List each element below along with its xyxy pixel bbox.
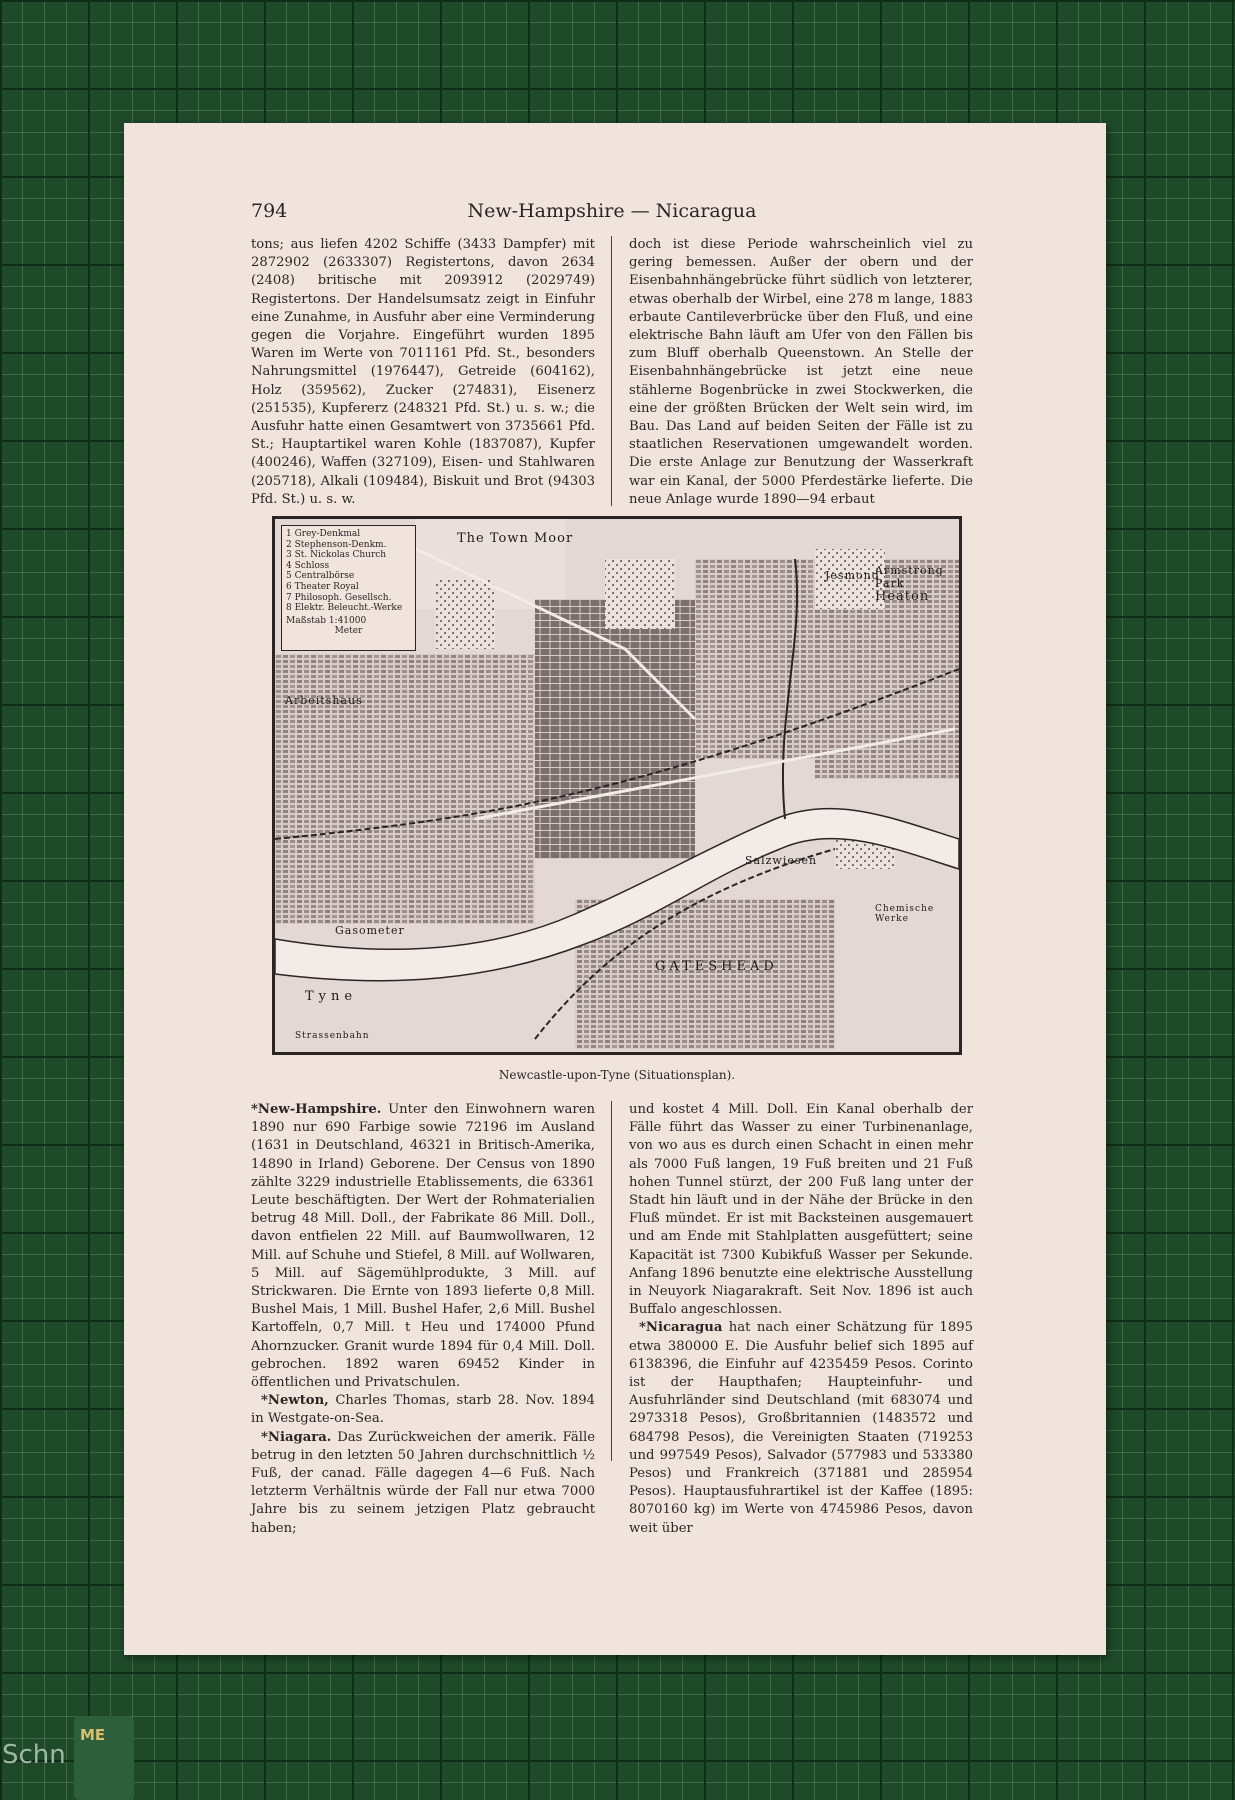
document-page — [124, 123, 1106, 1655]
entry-heading: *Niagara. — [261, 1429, 332, 1445]
map-legend — [281, 525, 416, 651]
map-label-strassenbahn: Strassenbahn — [295, 1031, 370, 1041]
entry-text: und kostet 4 Mill. Doll. Ein Kanal oberhalb der Fälle führt das Wasser zu einer Turbinenanlage, von wo aus es durch einen Schacht in einen mehr als 7000 Fuß langen, 19 Fuß breiten und 21 Fuß hohen Tunnel stürzt, der 200 Fuß lang unter der Stadt hin läuft und in der Nähe der Brücke in den Fluß mündet. Er ist mit Backsteinen ausgemauert und am Ende mit Stahlplatten ausgefüttert; seine Kapacität ist 7300 Kubikfuß Wasser per Sekunde. Anfang 1896 benutzte eine elektrische Ausstellung in Neuyork Niagarakraft. Seit Nov. 1896 ist auch Buffalo angeschlossen. — [629, 1102, 973, 1318]
legend-item: 8 Elektr. Beleucht.-Werke — [286, 603, 403, 614]
legend-scale-unit: Meter — [334, 626, 363, 637]
entry-text: Unter den Einwohnern waren 1890 nur 690 Farbige sowie 72196 im Ausland (1631 in Deutschland, 46321 in Britisch-Amerika, 14890 in Irland) Geborene. Der Census von 1890 zählte 3229 industrielle Etablissements, die 63361 Leute beschäftigten. Der Wert der Rohmaterialien betrug 48 Mill. Doll., der Fabrikate 86 Mill. Doll., davon entfielen 22 Mill. auf Baumwollwaren, 12 Mill. auf Schuhe und Stiefel, 8 Mill. auf Wollwaren, 5 Mill. auf Sägemühlprodukte, 3 Mill. auf Strickwaren. Die Ernte von 1893 lieferte 0,8 Mill. Bushel Mais, 1 Mill. Bushel Hafer, 2,6 Mill. Bushel Kartoffeln, 0,7 Mill. t Heu und 174000 Pfund Ahornzucker. Granit wurde 1894 für 0,4 Mill. Doll. gebrochen. 1892 waren 69452 Kinder in öffentlichen und Privatschulen. — [251, 1102, 595, 1391]
entry-heading: *Nicaragua — [639, 1320, 723, 1336]
column-divider — [611, 236, 612, 506]
entry-text: hat nach einer Schätzung für 1895 etwa 380000 E. Die Ausfuhr belief sich 1895 auf 6138396, die Einfuhr auf 4235459 Pesos. Corinto ist der Haupthafen; Haupteinfuhr- und Ausfuhrländer sind Deutschland (mit 683074 und 2973318 Pesos), Großbritannien (1483572 und 684798 Pesos), die Vereinigten Staaten (719253 und 997549 Pesos), Salvador (577983 und 533380 Pesos) und Frankreich (371881 und 285954 Pesos). Hauptausfuhrartikel ist der Kaffee (1895: 8070160 kg) im Werte von 4745986 Pesos, davon weit über — [629, 1320, 973, 1536]
cutting-mat-brand-text: Schn — [2, 1740, 66, 1770]
column-2-bottom — [629, 1101, 973, 1538]
entry-new-hampshire — [251, 1101, 595, 1392]
map-label-gasometer: Gasometer — [335, 924, 405, 937]
column-divider — [611, 1101, 612, 1461]
map-label-salzwiesen: Salzwiesen — [745, 854, 818, 867]
legend-item: 2 Stephenson-Denkm. — [286, 539, 387, 550]
entry-heading: *New-Hampshire. — [251, 1102, 382, 1117]
legend-item: 4 Schloss — [286, 560, 330, 571]
entry-niagara — [251, 1429, 595, 1538]
column-1-bottom — [251, 1101, 595, 1538]
city-map — [272, 516, 962, 1055]
column-1-top — [251, 236, 595, 509]
page-header — [251, 200, 973, 230]
paragraph: tons; aus liefen 4202 Schiffe (3433 Dampfer) mit 2872902 (2633307) Registertons, davon 2634 (2408) britische mit 2093912 (2029749) Registertons. Der Handelsumsatz zeigt in Einfuhr eine Zunahme, in Ausfuhr aber eine Verminderung gegen die Vorjahre. Eingeführt wurden 1895 Waren im Werte von 7011161 Pfd. St., besonders Nahrungsmittel (1976447), Getreide (604162), Holz (359562), Zucker (274831), Eisenerz (251535), Kupfererz (248321 Pfd. St.) u. s. w.; die Ausfuhr hatte einen Gesamtwert von 3735661 Pfd. St.; Hauptartikel waren Kohle (1837087), Kupfer (400246), Waffen (327109), Eisen- und Stahlwaren (205718), Alkali (109484), Biskuit und Brot (94303 Pfd. St.) u. s. w. — [251, 237, 595, 507]
map-label-jesmond: Jesmond — [825, 569, 880, 582]
legend-item: 3 St. Nickolas Church — [286, 550, 387, 561]
map-label-town-moor: The Town Moor — [457, 531, 574, 546]
map-label-tyne: Tyne — [305, 989, 358, 1004]
entry-heading: *Newton, — [261, 1393, 329, 1409]
map-label-arbeitshaus: Arbeitshaus — [285, 694, 363, 707]
map-caption: Newcastle-upon-Tyne (Situationsplan). — [498, 1068, 736, 1082]
cutting-mat-logo — [74, 1716, 134, 1800]
entry-text: Charles Thomas, starb 28. Nov. 1894 in Westgate-on-Sea. — [251, 1393, 595, 1427]
paragraph: doch ist diese Periode wahrscheinlich viel zu gering bemessen. Außer der obern und der Eisenbahnhängebrücke führt südlich von letzterer, etwas oberhalb der Wirbel, eine 278 m lange, 1883 erbaute Cantileverbrücke über den Fluß, und eine elektrische Bahn läuft am Ufer von den Fällen bis zum Bluff oberhalb Queenstown. An Stelle der Eisenbahnhängebrücke ist jetzt eine neue stählerne Bogenbrücke in zwei Stockwerken, die eine der größten Brücken der Welt sein wird, im Bau. Das Land auf beiden Seiten der Fälle ist zu staatlichen Reservationen umgewandelt worden. Die erste Anlage zur Benutzung der Wasserkraft war ein Kanal, der 5000 Pferdestärke lieferte. Die neue Anlage wurde 1890—94 erbaut — [629, 237, 973, 507]
map-label-heaton: Heaton — [875, 589, 930, 604]
entry-text: Das Zurückweichen der amerik. Fälle betrug in den letzten 50 Jahren durchschnittlich ½ Fuß, der canad. Fälle dagegen 4—6 Fuß. Nach letzterm Verhältnis würde der Fall nur etwa 7000 Jahre bis zu seinem jetzigen Platz gebraucht haben; — [251, 1429, 595, 1536]
map-label-armstrong: Armstrong Park — [875, 564, 944, 590]
legend-item: 7 Philosoph. Gesellsch. — [286, 592, 392, 603]
map-label-gateshead: GATESHEAD — [655, 959, 778, 974]
page-title: New-Hampshire — Nicaragua — [467, 200, 757, 222]
page-number: 794 — [251, 200, 288, 222]
cutting-mat-logo-text: ME — [80, 1726, 106, 1744]
legend-scale: Maßstab 1:41000 — [286, 615, 367, 626]
entry-niagara-continued — [629, 1101, 973, 1319]
entry-nicaragua — [629, 1319, 973, 1537]
legend-item: 1 Grey-Denkmal — [286, 529, 361, 539]
entry-newton — [251, 1392, 595, 1428]
legend-item: 5 Centralbörse — [286, 571, 355, 582]
legend-item: 6 Theater Royal — [286, 581, 359, 592]
column-2-top — [629, 236, 973, 509]
map-label-chemische-werke: Chemische Werke — [875, 904, 935, 924]
